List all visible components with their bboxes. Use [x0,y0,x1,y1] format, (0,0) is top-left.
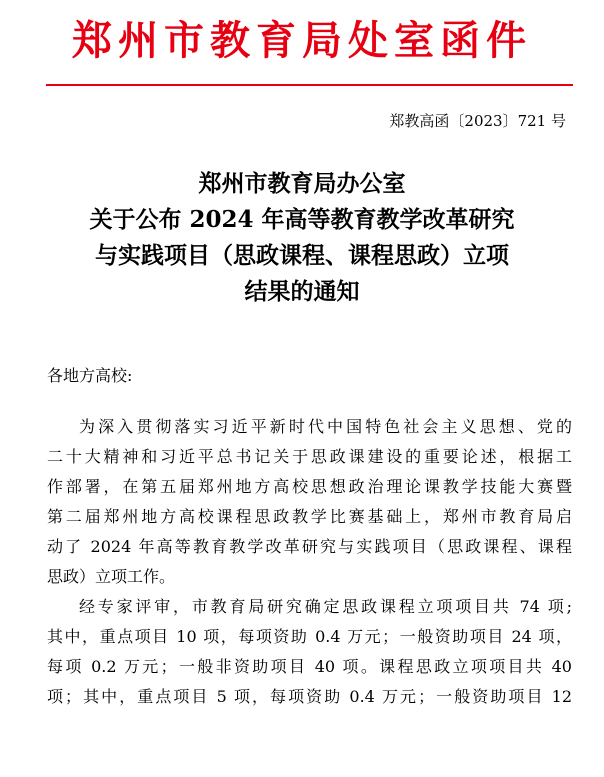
title-line: 关于公布 2024 年高等教育教学改革研究 [89,206,515,233]
title-line: 结果的通知 [244,278,360,305]
text-line: 其中，重点项目 10 项，每项资助 0.4 万元；一般资助项目 24 项， [47,627,572,646]
text-line: 经专家评审，市教育局研究确定思政课程立项项目共 74 项; [79,597,572,616]
text-line: 每项 0.2 万元；一般非资助项目 40 项。课程思政立项项目共 40 [47,657,572,676]
letterhead-red-rule [46,84,573,86]
salutation: 各地方高校: [47,366,133,385]
text-line: 思政）立项工作。 [47,567,176,586]
letterhead-title: 郑州市教育局处室函件 [72,17,532,64]
document-title [0,166,604,310]
text-line: 为深入贯彻落实习近平新时代中国特色社会主义思想、党的 [79,417,572,436]
title-line: 郑州市教育局办公室 [198,170,406,197]
text-line: 动了 2024 年高等教育教学改革研究与实践项目（思政课程、课程 [47,537,572,556]
title-line: 与实践项目（思政课程、课程思政）立项 [95,242,509,269]
paragraph-2 [47,592,572,712]
text-line: 第二届郑州地方高校课程思政教学比赛基础上，郑州市教育局启 [47,507,572,526]
text-line: 项；其中，重点项目 5 项，每项资助 0.4 万元；一般资助项目 12 [47,687,572,706]
text-line: 二十大精神和习近平总书记关于思政课建设的重要论述，根据工 [47,447,572,466]
document-number: 郑教高函〔2023〕721 号 [389,112,566,130]
text-line: 作部署，在第五届郑州地方高校思想政治理论课教学技能大赛暨 [47,477,572,496]
paragraph-1 [47,412,572,592]
document-body [47,412,572,712]
